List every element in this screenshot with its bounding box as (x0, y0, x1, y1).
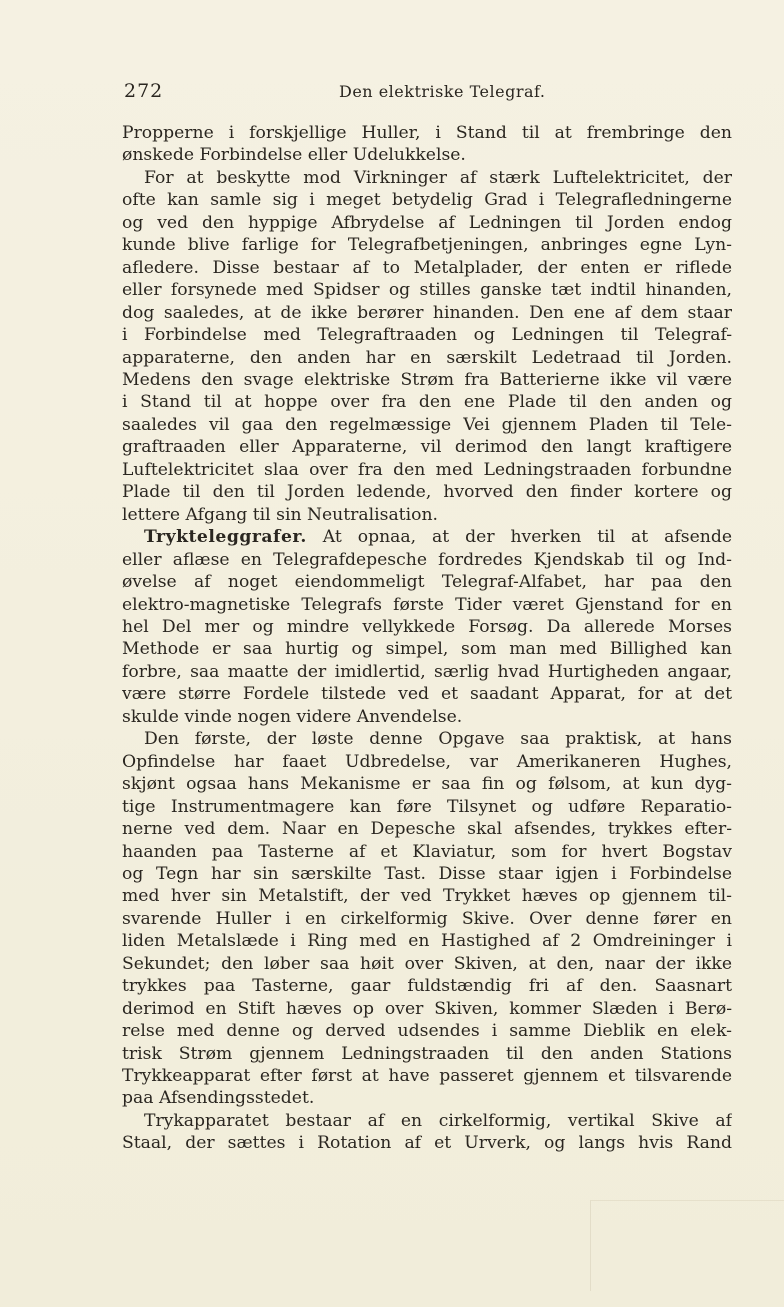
text-line: dog saaledes, at de ikke berører hinanden. Den ene af dem staar (122, 302, 732, 323)
text-line: Opfindelse har faaet Udbredelse, var Amerikaneren Hughes, (122, 751, 732, 772)
text-line: svarende Huller i en cirkelformig Skive. Over denne fører en (122, 908, 732, 929)
text-line: Methode er saa hurtig og simpel, som man med Billighed kan (122, 639, 732, 660)
running-title: Den elektriske Telegraf. (339, 82, 546, 101)
text-line: ønskede Forbindelse eller Udelukkelse. (122, 145, 466, 166)
text-line: afledere. Disse bestaar af to Metalplader, der enten er riflede (122, 257, 732, 278)
text-line: og ved den hyppige Afbrydelse af Ledningen til Jorden endog (122, 212, 732, 233)
text-line: elektro-magnetiske Telegrafs første Tider været Gjenstand for en (122, 594, 732, 615)
body-text (122, 122, 732, 1155)
text-line: Trykapparatet bestaar af en cirkelformig, vertikal Skive af (144, 1110, 732, 1131)
text-line: i Forbindelse med Telegraftraaden og Ledningen til Telegraf- (122, 325, 732, 346)
page-edge-mark (590, 1200, 784, 1291)
text-line: For at beskytte mod Virkninger af stærk Luftelektricitet, der (144, 167, 732, 188)
text-line: Den første, der løste denne Opgave saa praktisk, at hans (144, 729, 732, 750)
text-line: apparaterne, den anden har en særskilt Ledetraad til Jorden. (122, 347, 732, 368)
page-header (124, 80, 734, 110)
text-line: med hver sin Metalstift, der ved Trykket hæves op gjennem til- (122, 886, 732, 907)
text-line: derimod en Stift hæves op over Skiven, kommer Slæden i Berø- (122, 998, 732, 1019)
text-line: liden Metalslæde i Ring med en Hastighed af 2 Omdreininger i (122, 931, 732, 952)
page-number: 272 (124, 80, 164, 102)
text-line: Trykteleggrafer. At opnaa, at der hverken til at afsende (144, 527, 732, 548)
text-line: Plade til den til Jorden ledende, hvorved den finder kortere og (122, 482, 732, 503)
text-line: kunde blive farlige for Telegrafbetjeningen, anbringes egne Lyn- (122, 235, 732, 256)
text-line: saaledes vil gaa den regelmæssige Vei gjennem Pladen til Tele- (122, 414, 732, 435)
text-line: Luftelektricitet slaa over fra den med Ledningstraaden forbundne (122, 459, 732, 480)
text-line: relse med denne og derved udsendes i samme Dieblik en elek- (122, 1021, 732, 1042)
text-line: nerne ved dem. Naar en Depesche skal afsendes, trykkes efter- (122, 819, 732, 840)
text-line: skulde vinde nogen videre Anvendelse. (122, 706, 463, 727)
text-line: Staal, der sættes i Rotation af et Urverk, og langs hvis Rand (122, 1133, 732, 1154)
text-line: lettere Afgang til sin Neutralisation. (122, 504, 438, 525)
text-line: skjønt ogsaa hans Mekanisme er saa fin og følsom, at kun dyg- (122, 774, 732, 795)
text-line: paa Afsendingsstedet. (122, 1088, 315, 1109)
text-line: haanden paa Tasterne af et Klaviatur, som for hvert Bogstav (122, 841, 732, 862)
text-line: hel Del mer og mindre vellykkede Forsøg. Da allerede Morses (122, 616, 732, 637)
section-caption: Trykteleggrafer. (144, 527, 307, 548)
text-line: Medens den svage elektriske Strøm fra Batterierne ikke vil være (122, 369, 732, 390)
text-line: eller forsynede med Spidser og stilles ganske tæt indtil hinanden, (122, 280, 732, 301)
text-line: trisk Strøm gjennem Ledningstraaden til den anden Stations (122, 1043, 732, 1064)
text-line: tige Instrumentmagere kan føre Tilsynet og udføre Reparatio- (122, 796, 732, 817)
text-line: Sekundet; den løber saa høit over Skiven, at den, naar der ikke (122, 953, 732, 974)
text-line: Trykkeapparat efter først at have passeret gjennem et tilsvarende (122, 1066, 732, 1087)
text-line: graftraaden eller Apparaterne, vil derimod den langt kraftigere (122, 437, 732, 458)
text-line: i Stand til at hoppe over fra den ene Plade til den anden og (122, 392, 732, 413)
text-line: være større Fordele tilstede ved et saadant Apparat, for at det (122, 684, 732, 705)
text-line: og Tegn har sin særskilte Tast. Disse staar igjen i Forbindelse (122, 863, 732, 884)
text-line: forbre, saa maatte der imidlertid, særlig hvad Hurtigheden angaar, (122, 661, 732, 682)
text-line: Propperne i forskjellige Huller, i Stand til at frembringe den (122, 123, 732, 143)
text-line: trykkes paa Tasterne, gaar fuldstændig fri af den. Saasnart (122, 976, 732, 997)
text-line: ofte kan samle sig i meget betydelig Grad i Telegrafledningerne (122, 190, 732, 211)
text-line: øvelse af noget eiendommeligt Telegraf-Alfabet, har paa den (122, 572, 732, 593)
text-line: eller aflæse en Telegrafdepesche fordredes Kjendskab til og Ind- (122, 549, 732, 570)
